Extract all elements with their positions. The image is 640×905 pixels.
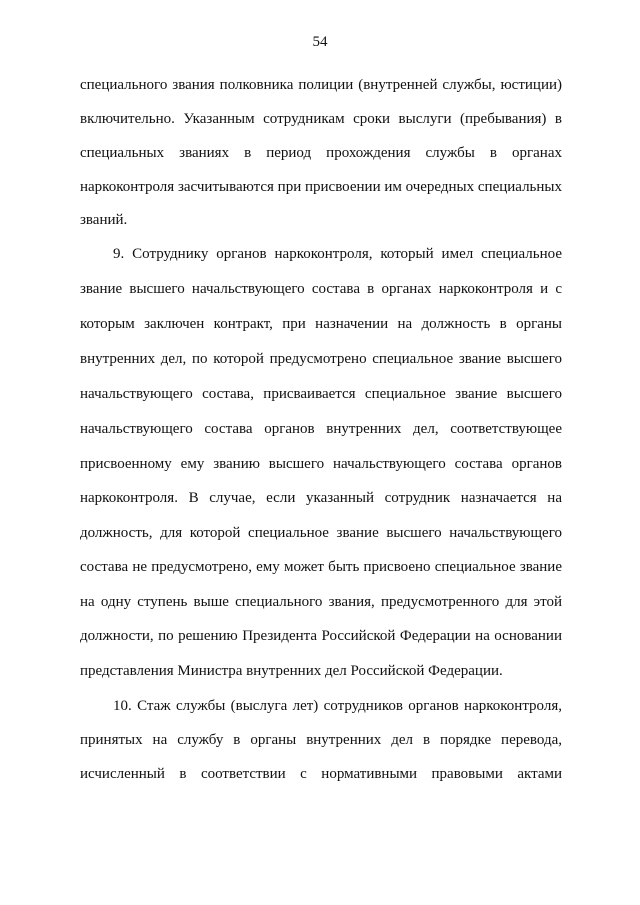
text-line: специальных званиях в период прохождения службы в органах (80, 145, 562, 161)
text-line: наркоконтроля засчитываются при присвоении им очередных специальных (80, 179, 562, 195)
text-line: званий. (80, 212, 128, 228)
text-line: звание высшего начальствующего состава в органах наркоконтроля и с (80, 281, 562, 297)
text-line: представления Министра внутренних дел Российской Федерации. (80, 663, 503, 679)
text-line: 10. Стаж службы (выслуга лет) сотрудников органов наркоконтроля, (113, 698, 562, 714)
text-line: включительно. Указанным сотрудникам сроки выслуги (пребывания) в (80, 111, 562, 127)
text-line: принятых на службу в органы внутренних дел в порядке перевода, (80, 732, 562, 748)
text-line: должности, по решению Президента Российской Федерации на основании (80, 628, 562, 644)
text-line: должность, для которой специальное звание высшего начальствующего (80, 525, 562, 541)
text-line: на одну ступень выше специального звания, предусмотренного для этой (80, 594, 562, 610)
page-number: 54 (312, 34, 328, 50)
text-line: внутренних дел, по которой предусмотрено специальное звание высшего (80, 351, 562, 367)
text-line: наркоконтроля. В случае, если указанный сотрудник назначается на (80, 490, 562, 506)
text-line: начальствующего состава органов внутренних дел, соответствующее (80, 421, 562, 437)
text-line: которым заключен контракт, при назначении на должность в органы (80, 316, 562, 332)
text-line: состава не предусмотрено, ему может быть присвоено специальное звание (80, 559, 562, 575)
text-line: начальствующего состава, присваивается специальное звание высшего (80, 386, 562, 402)
text-line: специального звания полковника полиции (внутренней службы, юстиции) (80, 77, 562, 93)
text-line: 9. Сотруднику органов наркоконтроля, который имел специальное (113, 246, 562, 262)
text-line: исчисленный в соответствии с нормативными правовыми актами (80, 766, 562, 782)
text-line: присвоенному ему званию высшего начальствующего состава органов (80, 456, 562, 472)
